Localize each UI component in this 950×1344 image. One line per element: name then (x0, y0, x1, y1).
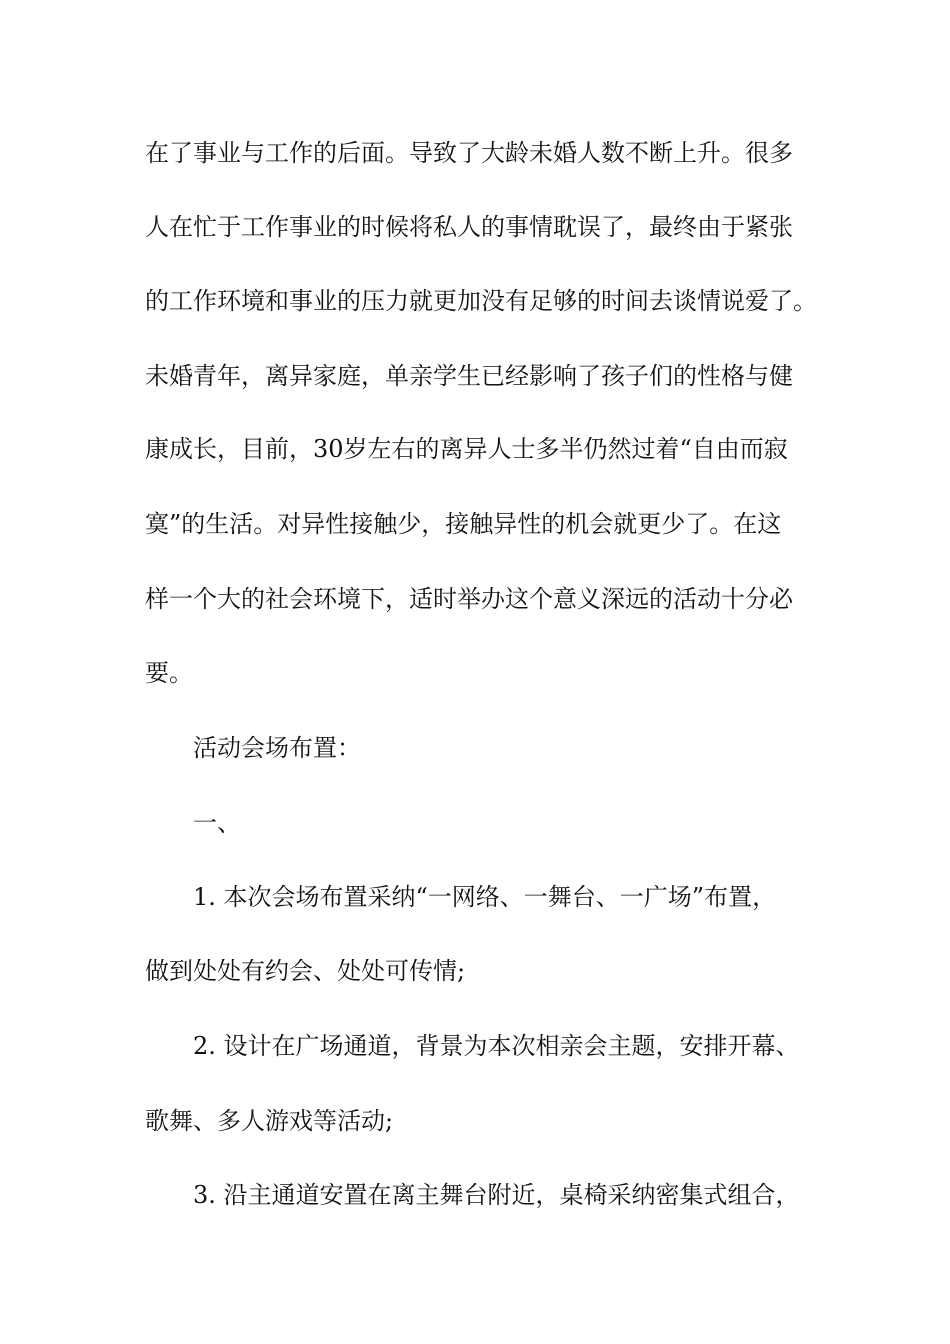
paragraph-line-5: 康成长，目前，30岁左右的离异人士多半仍然过着“自由而寂 (145, 435, 788, 463)
paragraph-line-1: 在了事业与工作的后面。导致了大龄未婚人数不断上升。很多 (145, 139, 793, 167)
list-item-1-line-1: 1. 本次会场布置采纳“一网络、一舞台、一广场”布置， (193, 883, 777, 911)
list-item-3-line-1: 3. 沿主通道安置在离主舞台附近，桌椅采纳密集式组合， (193, 1181, 800, 1209)
paragraph-line-7: 样一个大的社会环境下，适时举办这个意义深远的活动十分必 (145, 585, 793, 613)
section-number-one: 一、 (193, 809, 241, 837)
section-heading-venue-layout: 活动会场布置： (193, 734, 361, 762)
paragraph-line-8: 要。 (145, 659, 193, 687)
paragraph-line-4: 未婚青年，离异家庭，单亲学生已经影响了孩子们的性格与健 (145, 362, 793, 390)
paragraph-line-2: 人在忙于工作事业的时候将私人的事情耽误了，最终由于紧张 (145, 213, 793, 241)
paragraph-line-3: 的工作环境和事业的压力就更加没有足够的时间去谈情说爱了。 (145, 287, 817, 315)
paragraph-line-6: 寞”的生活。对异性接触少，接触异性的机会就更少了。在这 (145, 510, 782, 538)
list-item-1-line-2: 做到处处有约会、处处可传情; (145, 957, 466, 985)
list-item-2-line-1: 2. 设计在广场通道，背景为本次相亲会主题，安排开幕、 (193, 1032, 800, 1060)
list-item-2-line-2: 歌舞、多人游戏等活动; (145, 1107, 394, 1135)
